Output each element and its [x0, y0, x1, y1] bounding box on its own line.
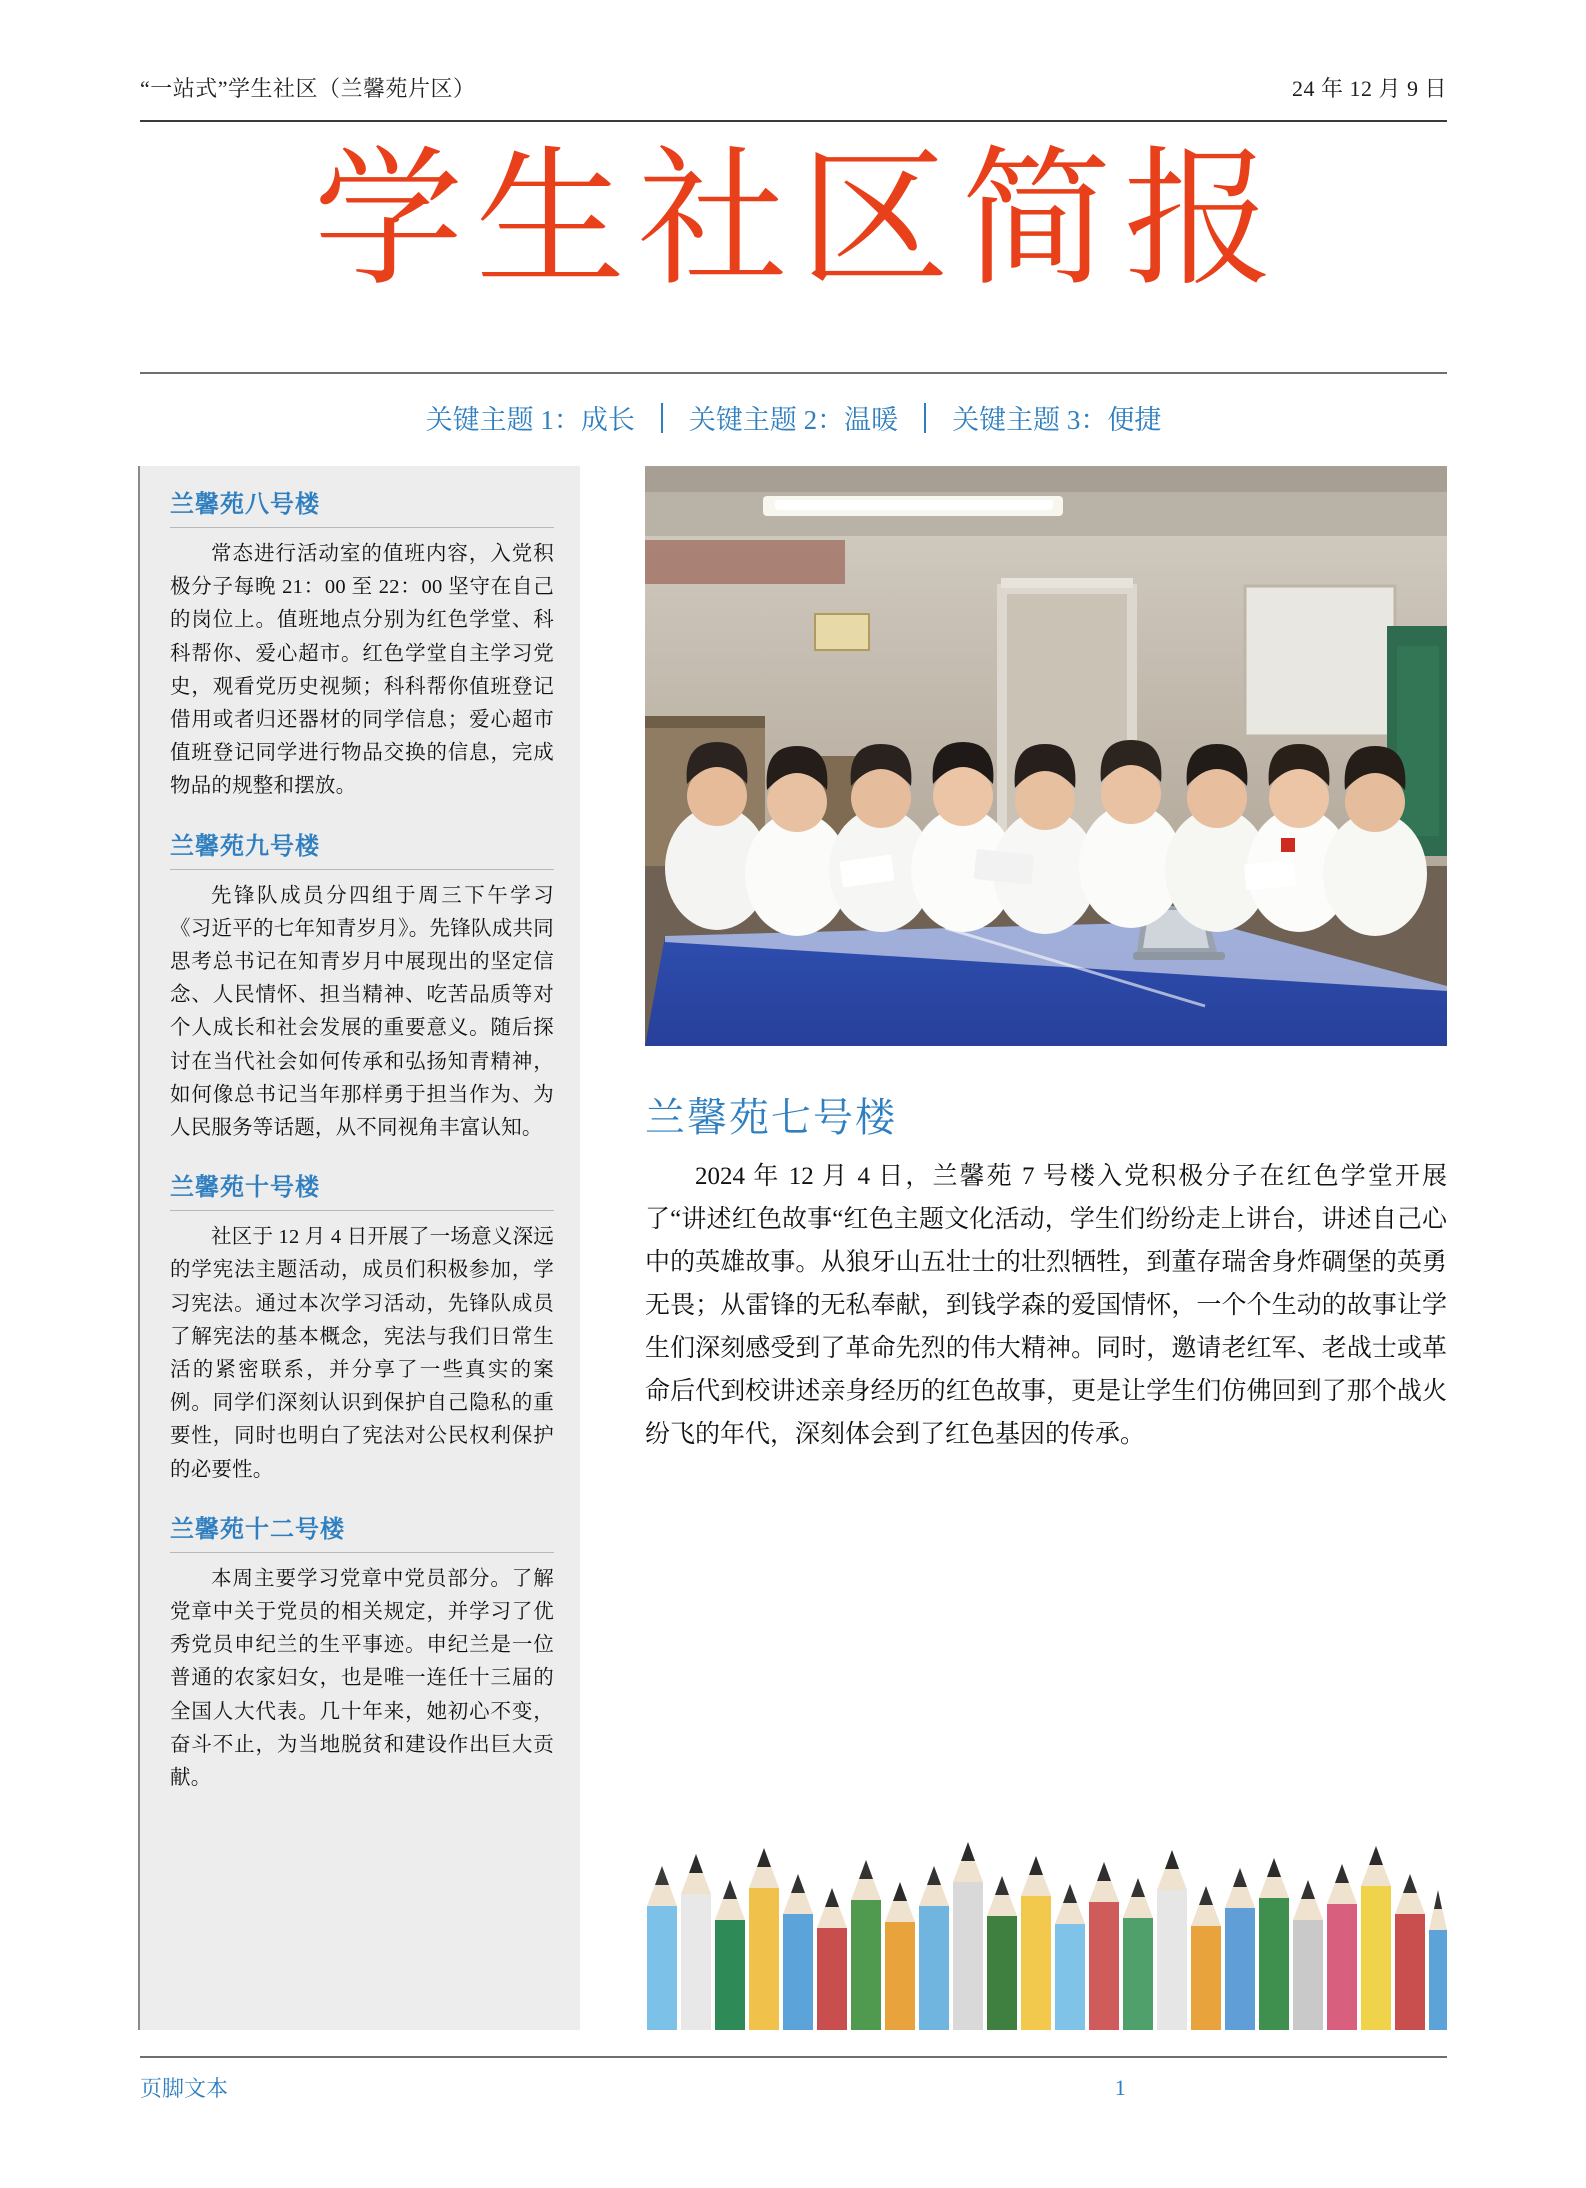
key-themes-row	[140, 398, 1447, 437]
right-column	[645, 466, 1447, 1456]
activity-photo	[645, 466, 1447, 1046]
masthead-date: 24 年 12 月 9 日	[1291, 76, 1447, 101]
key-theme-3: 关键主题 3：便捷	[952, 405, 1162, 435]
activity-photo-illustration	[645, 466, 1447, 1046]
section-body-building12: 本周主要学习党章中党员部分。了解党章中关于党员的相关规定，并学习了优秀党员申纪兰的生平事迹。申纪兰是一位普通的农家妇女，也是唯一连任十三届的全国人大代表。几十年来，她初心不变，奋斗不止，为当地脱贫和建设作出巨大贡献。	[170, 1567, 554, 1790]
masthead-left-label: “一站式”学生社区（兰馨苑片区）	[140, 76, 476, 101]
footer-text: 页脚文本	[140, 2076, 229, 2101]
title-divider	[140, 372, 1447, 374]
page-number: 1	[1114, 2074, 1126, 2100]
section-heading-building12: 兰馨苑十二号楼	[170, 1516, 345, 1543]
section-rule	[170, 1210, 554, 1211]
pencils-illustration	[645, 1810, 1447, 2030]
key-theme-1: 关键主题 1：成长	[425, 405, 635, 435]
section-heading-building10: 兰馨苑十号楼	[170, 1175, 320, 1202]
section-heading-building7: 兰馨苑七号楼	[645, 1095, 897, 1140]
section-rule	[170, 869, 554, 870]
pencils-decoration	[645, 1810, 1447, 2030]
section-body-building9: 先锋队成员分四组于周三下午学习《习近平的七年知青岁月》。先锋队成共同思考总书记在知青岁月中展现出的坚定信念、人民情怀、担当精神、吃苦品质等对个人成长和社会发展的重要意义。随后探讨在当代社会如何传承和弘扬知青精神，如何像总书记当年那样勇于担当作为、为人民服务等话题，从不同视角丰富认知。	[170, 884, 554, 1140]
section-rule	[170, 527, 554, 528]
footer-divider	[140, 2056, 1447, 2058]
footer	[140, 2072, 1447, 2103]
page-title: 学生社区简报	[313, 138, 1286, 304]
key-theme-2: 关键主题 2：温暖	[688, 405, 899, 435]
section-body-building10: 社区于 12 月 4 日开展了一场意义深远的学宪法主题活动，成员们积极参加，学习宪法。通过本次学习活动，先锋队成员了解宪法的基本概念，宪法与我们日常生活的紧密联系，并分享了一些真实的案例。同学们深刻认识到保护自己隐私的重要性，同时也明白了宪法对公民权利保护的必要性。	[170, 1226, 554, 1481]
section-rule	[170, 1552, 554, 1553]
section-heading-building8: 兰馨苑八号楼	[170, 492, 320, 518]
left-column	[140, 466, 580, 2030]
section-body-building7: 2024 年 12 月 4 日，兰馨苑 7 号楼入党积极分子在红色学堂开展了“讲述红色故事“红色主题文化活动，学生们纷纷走上讲台，讲述自己心中的英雄故事。从狼牙山五壮士的壮烈牺牲，到董存瑞舍身炸碉堡的英勇无畏；从雷锋的无私奉献，到钱学森的爱国情怀，一个个生动的故事让学生们深刻感受到了革命先烈的伟大精神。同时，邀请老红军、老战士或革命后代到校讲述亲身经历的红色故事，更是让学生们仿佛回到了那个战火纷飞的年代，深刻体会到了红色基因的传承。	[645, 1163, 1447, 1448]
masthead-bar	[140, 72, 1447, 103]
header-divider	[140, 120, 1447, 122]
section-heading-building9: 兰馨苑九号楼	[170, 833, 320, 860]
page-title-wrap	[140, 135, 1447, 308]
section-body-building8: 常态进行活动室的值班内容，入党积极分子每晚 21：00 至 22：00 坚守在自己的岗位上。值班地点分别为红色学堂、科科帮你、爱心超市。红色学堂自主学习党史，观看党历史视频；科科帮你值班登记借用或者归还器材的同学信息；爱心超市值班登记同学进行物品交换的信息，完成物品的规整和摆放。	[170, 543, 554, 798]
